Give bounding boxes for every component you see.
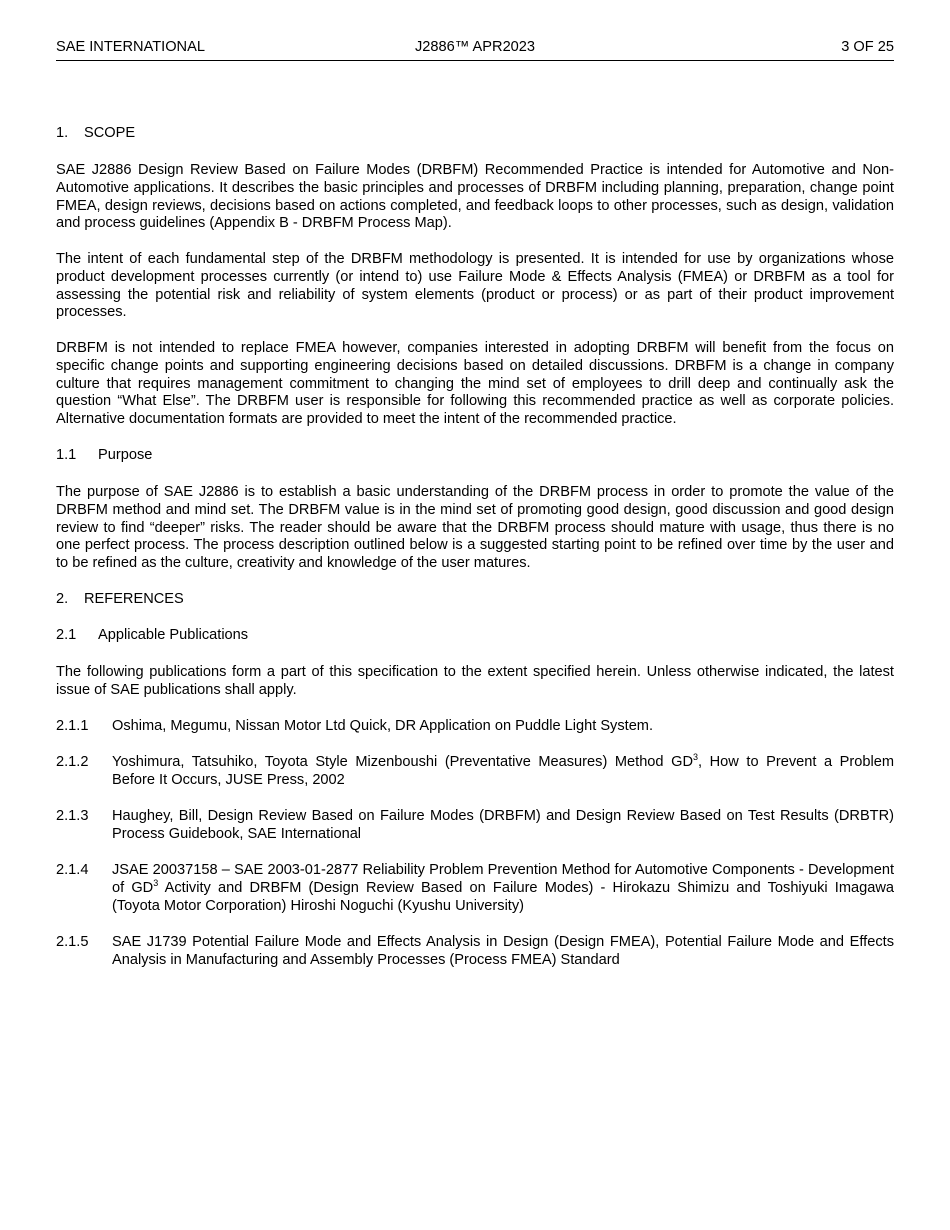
reference-number: 2.1.2 — [56, 754, 89, 770]
section-title: REFERENCES — [84, 591, 184, 607]
header-page-number: 3 OF 25 — [841, 39, 894, 55]
page-header — [56, 38, 894, 61]
reference-number: 2.1.1 — [56, 718, 89, 734]
reference-item — [56, 808, 894, 844]
section-title: Applicable Publications — [98, 627, 249, 643]
reference-item — [56, 934, 894, 970]
section-number: 2. — [56, 591, 69, 607]
scope-paragraph-2: The intent of each fundamental step of the DRBFM methodology is presented. It is intended for use by organizations whose product development processes currently (or intend to) use Failure Mode & Effects Analysis (FMEA) or DRBFM as a tool for assessing the potential risk and reliability of system elements (product or process) or as part of their product improvement processes. — [56, 251, 894, 321]
header-organization: SAE INTERNATIONAL — [56, 39, 205, 55]
section-2-1-heading — [56, 627, 894, 645]
section-number: 1. — [56, 125, 69, 141]
section-title: SCOPE — [84, 125, 136, 141]
section-number: 2.1 — [56, 627, 77, 643]
reference-text: Haughey, Bill, Design Review Based on Failure Modes (DRBFM) and Design Review Based on Test Results (DRBTR) Process Guidebook, SAE International — [112, 808, 894, 842]
section-1-1-heading — [56, 447, 894, 465]
superscript: 3 — [153, 877, 159, 888]
reference-number: 2.1.5 — [56, 934, 89, 950]
section-1-heading — [56, 125, 894, 143]
reference-text: SAE J1739 Potential Failure Mode and Effects Analysis in Design (Design FMEA), Potential Failure Mode and Effects Analysis in Manufacturing and Assembly Processes (Process FMEA) Standard — [112, 934, 894, 968]
header-document-id: J2886™ APR2023 — [414, 39, 536, 55]
reference-text: Oshima, Megumu, Nissan Motor Ltd Quick, DR Application on Puddle Light System. — [112, 718, 654, 734]
superscript: 3 — [693, 752, 699, 762]
reference-number: 2.1.3 — [56, 808, 89, 824]
reference-number: 2.1.4 — [56, 862, 89, 878]
section-2-heading — [56, 591, 894, 609]
scope-paragraph-3: DRBFM is not intended to replace FMEA however, companies interested in adopting DRBFM will benefit from the focus on specific change points and supporting engineering decisions based on detailed discussions. DRBFM is a change in company culture that requires management commitment to changing the mind set of employees to drill deep and continually ask the question “What Else”. The DRBFM user is responsible for following this recommended practice as well as corporate policies. Alternative documentation formats are provided to meet the intent of the recommended practice. — [56, 340, 894, 428]
section-number: 1.1 — [56, 447, 77, 463]
section-title: Purpose — [98, 447, 153, 463]
scope-paragraph-1: SAE J2886 Design Review Based on Failure Modes (DRBFM) Recommended Practice is intended for Automotive and Non-Automotive applications. It describes the basic principles and processes of DRBFM including planning, preparation, change point FMEA, design reviews, decisions based on actions completed, and feedback loops to other processes, such as design, validation and process guidelines (Appendix B - DRBFM Process Map). — [56, 162, 894, 232]
reference-item — [56, 862, 894, 915]
reference-text: JSAE 20037158 – SAE 2003-01-2877 Reliability Problem Prevention Method for Automotive Components - Development of $GD^3$ Activity and DRBFM (Design Review Based on Failure Modes) - Hirokazu Shimizu and Toshiyuki Imagawa (Toyota Motor Corporation) Hiroshi Noguchi (Kyushu University) — [112, 862, 895, 914]
reference-item — [56, 754, 894, 790]
reference-item — [56, 718, 894, 736]
purpose-paragraph: The purpose of SAE J2886 is to establish a basic understanding of the DRBFM process in order to promote the value of the DRBFM method and mind set. The DRBFM value is in the mind set of promoting good design, good discussion and good design review to find “deeper” risks. The reader should be aware that the DRBFM process should mature with usage, thus there is no one perfect process. The process description outlined below is a suggested starting point to be refined over time by the user and to be refined as the culture, creativity and knowledge of the user matures. — [56, 484, 894, 572]
reference-text: Yoshimura, Tatsuhiko, Toyota Style Mizenboushi (Preventative Measures) Method $GD^3$, How to Prevent a Problem Before It Occurs, JUSE Press, 2002 — [112, 752, 894, 788]
applicable-publications-paragraph: The following publications form a part of this specification to the extent specified herein. Unless otherwise indicated, the latest issue of SAE publications shall apply. — [56, 664, 894, 698]
